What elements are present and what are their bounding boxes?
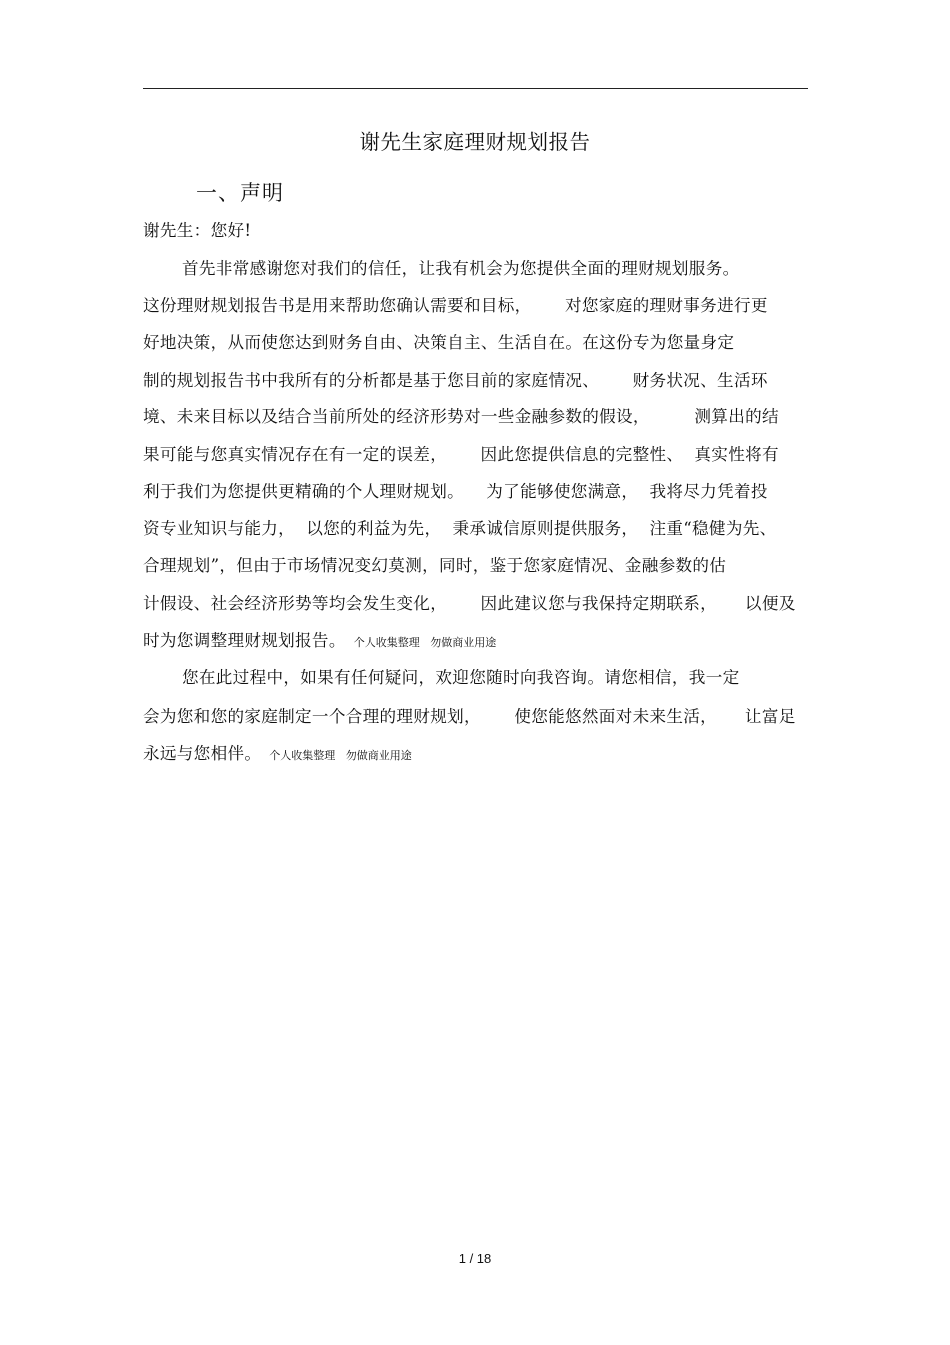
paragraph-line: 资专业知识与能力， 以您的利益为先， 秉承诚信原则提供服务， 注重“稳健为先、	[143, 519, 777, 538]
greeting-line: 谢先生：您好!	[143, 221, 252, 240]
paragraph-line: 首先非常感谢您对我们的信任，让我有机会为您提供全面的理财规划服务。	[182, 259, 740, 278]
paragraph-line-with-note	[143, 742, 808, 768]
section-heading: 一、声明	[196, 181, 284, 205]
paragraph-line: 境、未来目标以及结合当前所处的经济形势对一些金融参数的假设， 测算出的结	[143, 407, 779, 426]
document-title: 谢先生家庭理财规划报告	[359, 130, 591, 154]
page-number: 1 / 18	[458, 1251, 492, 1266]
paragraph-line: 这份理财规划报告书是用来帮助您确认需要和目标， 对您家庭的理财事务进行更	[143, 296, 768, 315]
paragraph-line: 合理规划”，但由于市场情况变幻莫测，同时，鉴于您家庭情况、金融参数的估	[143, 556, 727, 575]
paragraph-text: 时为您调整理财规划报告。	[143, 631, 346, 650]
header-rule	[143, 88, 808, 89]
paragraph-line: 好地决策，从而使您达到财务自由、决策自主、生活自在。在这份专为您量身定	[143, 333, 735, 352]
paragraph-line: 利于我们为您提供更精确的个人理财规划。 为了能够使您满意， 我将尽力凭着投	[143, 482, 768, 501]
paragraph-line: 制的规划报告书中我所有的分析都是基于您目前的家庭情况、 财务状况、生活环	[143, 371, 768, 390]
paragraph-line-with-note	[143, 629, 808, 655]
paragraph-line: 果可能与您真实情况存在有一定的误差， 因此您提供信息的完整性、 真实性将有	[143, 445, 779, 464]
paragraph-line: 计假设、社会经济形势等均会发生变化， 因此建议您与我保持定期联系， 以便及	[143, 594, 796, 613]
paragraph-text: 永远与您相伴。	[143, 744, 262, 763]
watermark-note: 个人收集整理 勿做商业用途	[353, 636, 497, 649]
paragraph-line: 您在此过程中，如果有任何疑问，欢迎您随时向我咨询。请您相信，我一定	[182, 668, 740, 687]
paragraph-line: 会为您和您的家庭制定一个合理的理财规划， 使您能悠然面对未来生活， 让富足	[143, 707, 796, 726]
watermark-note: 个人收集整理 勿做商业用途	[269, 749, 412, 762]
